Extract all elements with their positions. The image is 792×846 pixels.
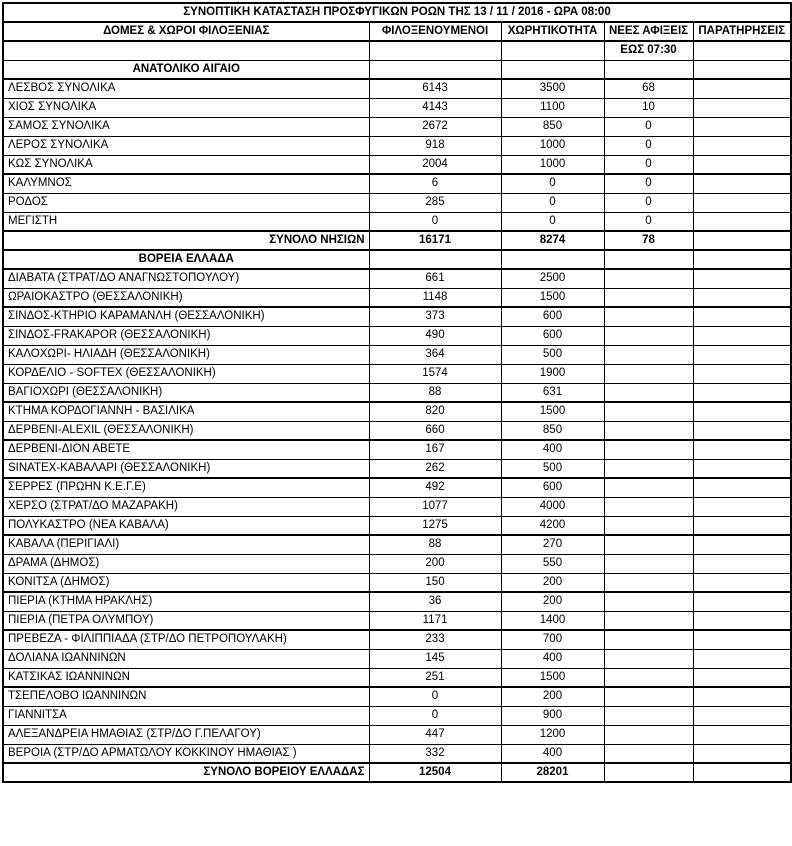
facility-hosted: 1077 — [369, 497, 501, 516]
table-row — [3, 668, 791, 687]
facility-capacity: 400 — [501, 649, 604, 668]
facility-name: ΔΙΑΒΑΤΑ (ΣΤΡΑΤ/ΔΟ ΑΝΑΓΝΩΣΤΟΠΟΥΛΟΥ) — [3, 269, 369, 288]
facility-new-arrivals — [604, 611, 693, 630]
table-row — [3, 345, 791, 364]
facility-capacity: 900 — [501, 706, 604, 725]
region-capacity — [501, 250, 604, 269]
section-total-hosted: 12504 — [369, 763, 501, 782]
facility-name: ΔΡΑΜΑ (ΔΗΜΟΣ) — [3, 554, 369, 573]
facility-hosted: 262 — [369, 459, 501, 478]
facility-new-arrivals — [604, 592, 693, 611]
facility-notes — [693, 535, 791, 554]
facility-notes — [693, 706, 791, 725]
column-header-notes: ΠΑΡΑΤΗΡΗΣΕΙΣ — [693, 22, 791, 41]
facility-capacity: 600 — [501, 326, 604, 345]
table-row — [3, 402, 791, 421]
total-row — [3, 231, 791, 250]
facility-hosted: 2004 — [369, 155, 501, 174]
facility-hosted: 364 — [369, 345, 501, 364]
table-row — [3, 516, 791, 535]
facility-name: ΠΙΕΡΙΑ (ΠΕΤΡΑ ΟΛΥΜΠΟΥ) — [3, 611, 369, 630]
facility-notes — [693, 573, 791, 592]
facility-new-arrivals: 10 — [604, 98, 693, 117]
facility-notes — [693, 725, 791, 744]
facility-new-arrivals: 0 — [604, 117, 693, 136]
facility-capacity: 4200 — [501, 516, 604, 535]
facility-name: ΡΟΔΟΣ — [3, 193, 369, 212]
subheader-capacity — [501, 41, 604, 60]
table-row — [3, 117, 791, 136]
table-row — [3, 554, 791, 573]
facility-capacity: 600 — [501, 478, 604, 497]
facility-name: ΠΡΕΒΕΖΑ - ΦΙΛΙΠΠΙΑΔΑ (ΣΤΡ/ΔΟ ΠΕΤΡΟΠΟΥΛΑΚΗ) — [3, 630, 369, 649]
facility-notes — [693, 136, 791, 155]
table-row — [3, 630, 791, 649]
column-header-name: ΔΟΜΕΣ & ΧΩΡΟΙ ΦΙΛΟΞΕΝΙΑΣ — [3, 22, 369, 41]
facility-name: ΒΑΓΙΟΧΩΡΙ (ΘΕΣΣΑΛΟΝΙΚΗ) — [3, 383, 369, 402]
facility-name: ΚΩΣ ΣΥΝΟΛΙΚΑ — [3, 155, 369, 174]
facility-hosted: 1275 — [369, 516, 501, 535]
facility-new-arrivals — [604, 535, 693, 554]
facility-name: ΣΙΝΔΟΣ-FRAKAPOR (ΘΕΣΣΑΛΟΝΙΚΗ) — [3, 326, 369, 345]
facility-capacity: 270 — [501, 535, 604, 554]
title-row — [3, 3, 791, 22]
facility-new-arrivals: 0 — [604, 136, 693, 155]
facility-name: ΚΟΡΔΕΛΙΟ - SOFTEX (ΘΕΣΣΑΛΟΝΙΚΗ) — [3, 364, 369, 383]
region-new-arrivals — [604, 60, 693, 79]
section-total-notes — [693, 763, 791, 782]
region-row — [3, 250, 791, 269]
facility-notes — [693, 687, 791, 706]
region-capacity — [501, 60, 604, 79]
table-row — [3, 193, 791, 212]
facility-hosted: 490 — [369, 326, 501, 345]
facility-capacity: 700 — [501, 630, 604, 649]
facility-new-arrivals — [604, 364, 693, 383]
section-total-capacity: 8274 — [501, 231, 604, 250]
facility-name: ΚΑΤΣΙΚΑΣ ΙΩΑΝΝΙΝΩΝ — [3, 668, 369, 687]
table-row — [3, 174, 791, 193]
table-row — [3, 440, 791, 459]
facility-notes — [693, 440, 791, 459]
facility-capacity: 550 — [501, 554, 604, 573]
facility-name: ΤΣΕΠΕΛΟΒΟ ΙΩΑΝΝΙΝΩΝ — [3, 687, 369, 706]
table-row — [3, 573, 791, 592]
facility-capacity: 500 — [501, 345, 604, 364]
facility-new-arrivals: 0 — [604, 212, 693, 231]
facility-name: ΚΑΒΑΛΑ (ΠΕΡΙΓΙΑΛΙ) — [3, 535, 369, 554]
facility-notes — [693, 269, 791, 288]
facility-capacity: 1100 — [501, 98, 604, 117]
facility-capacity: 1400 — [501, 611, 604, 630]
facility-hosted: 492 — [369, 478, 501, 497]
facility-new-arrivals — [604, 440, 693, 459]
subheader-new-arrivals-time: ΕΩΣ 07:30 — [604, 41, 693, 60]
section-total-new-arrivals: 78 — [604, 231, 693, 250]
facility-capacity: 400 — [501, 744, 604, 763]
facility-new-arrivals — [604, 478, 693, 497]
table-row — [3, 744, 791, 763]
facility-capacity: 1200 — [501, 725, 604, 744]
facility-name: ΚΑΛΟΧΩΡΙ- ΗΛΙΑΔΗ (ΘΕΣΣΑΛΟΝΙΚΗ) — [3, 345, 369, 364]
facility-hosted: 1574 — [369, 364, 501, 383]
table-row — [3, 383, 791, 402]
subheader-notes — [693, 41, 791, 60]
facility-notes — [693, 307, 791, 326]
facility-notes — [693, 98, 791, 117]
facility-hosted: 1148 — [369, 288, 501, 307]
subheader-hosted — [369, 41, 501, 60]
section-total-capacity: 28201 — [501, 763, 604, 782]
facility-capacity: 0 — [501, 193, 604, 212]
facility-new-arrivals — [604, 706, 693, 725]
facility-hosted: 285 — [369, 193, 501, 212]
facility-capacity: 1000 — [501, 136, 604, 155]
facility-notes — [693, 193, 791, 212]
table-body — [3, 3, 791, 782]
facility-hosted: 1171 — [369, 611, 501, 630]
region-notes — [693, 60, 791, 79]
facility-name: ΣΕΡΡΕΣ (ΠΡΩΗΝ Κ.Ε.Γ.Ε) — [3, 478, 369, 497]
facility-capacity: 1500 — [501, 668, 604, 687]
facility-capacity: 3500 — [501, 79, 604, 98]
facility-name: ΚΟΝΙΤΣΑ (ΔΗΜΟΣ) — [3, 573, 369, 592]
facility-new-arrivals: 0 — [604, 155, 693, 174]
table-row — [3, 535, 791, 554]
facility-notes — [693, 174, 791, 193]
region-label: ΒΟΡΕΙΑ ΕΛΛΑΔΑ — [3, 250, 369, 269]
facility-new-arrivals — [604, 554, 693, 573]
facility-hosted: 373 — [369, 307, 501, 326]
facility-hosted: 447 — [369, 725, 501, 744]
facility-notes — [693, 326, 791, 345]
facility-notes — [693, 592, 791, 611]
subheader-row — [3, 41, 791, 60]
facility-capacity: 631 — [501, 383, 604, 402]
facility-hosted: 0 — [369, 687, 501, 706]
facility-new-arrivals — [604, 497, 693, 516]
facility-name: ΣΙΝΔΟΣ-ΚΤΗΡΙΟ ΚΑΡΑΜΑΝΛΗ (ΘΕΣΣΑΛΟΝΙΚΗ) — [3, 307, 369, 326]
facility-new-arrivals — [604, 744, 693, 763]
table-row — [3, 687, 791, 706]
section-total-notes — [693, 231, 791, 250]
facility-new-arrivals — [604, 516, 693, 535]
facility-hosted: 918 — [369, 136, 501, 155]
total-row — [3, 763, 791, 782]
facility-notes — [693, 345, 791, 364]
facility-notes — [693, 497, 791, 516]
column-header-new-arrivals: ΝΕΕΣ ΑΦΙΞΕΙΣ — [604, 22, 693, 41]
facility-name: ΛΕΣΒΟΣ ΣΥΝΟΛΙΚΑ — [3, 79, 369, 98]
table-row — [3, 307, 791, 326]
facility-hosted: 251 — [369, 668, 501, 687]
header-row — [3, 22, 791, 41]
facility-new-arrivals — [604, 269, 693, 288]
facility-capacity: 1500 — [501, 288, 604, 307]
facility-name: ΒΕΡΟΙΑ (ΣΤΡ/ΔΟ ΑΡΜΑΤΩΛΟΥ ΚΟΚΚΙΝΟΥ ΗΜΑΘΙΑΣ ) — [3, 744, 369, 763]
facility-hosted: 6 — [369, 174, 501, 193]
facility-capacity: 2500 — [501, 269, 604, 288]
facility-notes — [693, 383, 791, 402]
facility-name: ΚΑΛΥΜΝΟΣ — [3, 174, 369, 193]
facility-capacity: 1900 — [501, 364, 604, 383]
region-notes — [693, 250, 791, 269]
facility-new-arrivals — [604, 383, 693, 402]
facility-hosted: 145 — [369, 649, 501, 668]
facility-capacity: 1000 — [501, 155, 604, 174]
facility-name: ΣΑΜΟΣ ΣΥΝΟΛΙΚΑ — [3, 117, 369, 136]
section-total-label: ΣΥΝΟΛΟ ΝΗΣΙΩΝ — [3, 231, 369, 250]
facility-hosted: 0 — [369, 212, 501, 231]
facility-name: ΠΟΛΥΚΑΣΤΡΟ (ΝΕΑ ΚΑΒΑΛΑ) — [3, 516, 369, 535]
facility-hosted: 167 — [369, 440, 501, 459]
region-new-arrivals — [604, 250, 693, 269]
table-row — [3, 212, 791, 231]
section-total-label: ΣΥΝΟΛΟ ΒΟΡΕΙΟΥ ΕΛΛΑΔΑΣ — [3, 763, 369, 782]
table-row — [3, 288, 791, 307]
table-row — [3, 706, 791, 725]
subheader-name — [3, 41, 369, 60]
facility-notes — [693, 402, 791, 421]
facility-new-arrivals — [604, 668, 693, 687]
region-hosted — [369, 250, 501, 269]
facility-capacity: 850 — [501, 421, 604, 440]
facility-notes — [693, 516, 791, 535]
facility-notes — [693, 421, 791, 440]
facility-capacity: 500 — [501, 459, 604, 478]
facility-new-arrivals — [604, 421, 693, 440]
facility-notes — [693, 155, 791, 174]
facility-hosted: 661 — [369, 269, 501, 288]
facility-capacity: 200 — [501, 687, 604, 706]
table-row — [3, 326, 791, 345]
facility-new-arrivals: 68 — [604, 79, 693, 98]
table-row — [3, 136, 791, 155]
table-row — [3, 497, 791, 516]
facility-hosted: 820 — [369, 402, 501, 421]
facility-new-arrivals — [604, 326, 693, 345]
facility-capacity: 1500 — [501, 402, 604, 421]
facility-hosted: 88 — [369, 383, 501, 402]
facility-capacity: 200 — [501, 592, 604, 611]
facility-name: ΧΙΟΣ ΣΥΝΟΛΙΚΑ — [3, 98, 369, 117]
region-hosted — [369, 60, 501, 79]
facility-hosted: 0 — [369, 706, 501, 725]
section-total-hosted: 16171 — [369, 231, 501, 250]
table-row — [3, 79, 791, 98]
section-total-new-arrivals — [604, 763, 693, 782]
facility-capacity: 850 — [501, 117, 604, 136]
refugee-flows-table — [2, 2, 792, 783]
table-row — [3, 364, 791, 383]
facility-name: ΓΙΑΝΝΙΤΣΑ — [3, 706, 369, 725]
facility-notes — [693, 630, 791, 649]
facility-notes — [693, 478, 791, 497]
facility-new-arrivals — [604, 649, 693, 668]
facility-name: ΑΛΕΞΑΝΔΡΕΙΑ ΗΜΑΘΙΑΣ (ΣΤΡ/ΔΟ Γ.ΠΕΛΑΓΟΥ) — [3, 725, 369, 744]
facility-name: ΧΕΡΣΟ (ΣΤΡΑΤ/ΔΟ ΜΑΖΑΡΑΚΗ) — [3, 497, 369, 516]
table-row — [3, 649, 791, 668]
facility-capacity: 400 — [501, 440, 604, 459]
facility-new-arrivals — [604, 573, 693, 592]
facility-hosted: 36 — [369, 592, 501, 611]
facility-notes — [693, 212, 791, 231]
facility-new-arrivals — [604, 630, 693, 649]
facility-capacity: 600 — [501, 307, 604, 326]
facility-notes — [693, 79, 791, 98]
column-header-capacity: ΧΩΡΗΤΙΚΟΤΗΤΑ — [501, 22, 604, 41]
facility-new-arrivals — [604, 459, 693, 478]
facility-capacity: 0 — [501, 212, 604, 231]
facility-notes — [693, 668, 791, 687]
facility-hosted: 233 — [369, 630, 501, 649]
facility-name: ΩΡΑΙΟΚΑΣΤΡΟ (ΘΕΣΣΑΛΟΝΙΚΗ) — [3, 288, 369, 307]
facility-notes — [693, 364, 791, 383]
facility-new-arrivals — [604, 345, 693, 364]
facility-notes — [693, 288, 791, 307]
facility-new-arrivals: 0 — [604, 193, 693, 212]
facility-capacity: 4000 — [501, 497, 604, 516]
facility-notes — [693, 117, 791, 136]
facility-new-arrivals — [604, 402, 693, 421]
facility-name: ΔΕΡΒΕΝΙ-ΔΙΟΝ ΑΒΕΤΕ — [3, 440, 369, 459]
facility-hosted: 150 — [369, 573, 501, 592]
table-row — [3, 611, 791, 630]
facility-new-arrivals — [604, 725, 693, 744]
facility-capacity: 0 — [501, 174, 604, 193]
facility-capacity: 200 — [501, 573, 604, 592]
facility-name: ΚΤΗΜΑ ΚΟΡΔΟΓΙΑΝΝΗ - ΒΑΣΙΛΙΚΑ — [3, 402, 369, 421]
column-header-hosted: ΦΙΛΟΞΕΝΟΥΜΕΝΟΙ — [369, 22, 501, 41]
facility-name: ΜΕΓΙΣΤΗ — [3, 212, 369, 231]
document-title: ΣΥΝΟΠΤΙΚΗ ΚΑΤΑΣΤΑΣΗ ΠΡΟΣΦΥΓΙΚΩΝ ΡΟΩΝ ΤΗΣ 13 / 11 / 2016 - ΩΡΑ 08:00 — [3, 3, 791, 22]
facility-new-arrivals — [604, 307, 693, 326]
table-row — [3, 592, 791, 611]
facility-name: ΔΟΛΙΑΝΑ ΙΩΑΝΝΙΝΩΝ — [3, 649, 369, 668]
table-row — [3, 459, 791, 478]
facility-hosted: 6143 — [369, 79, 501, 98]
table-row — [3, 421, 791, 440]
facility-notes — [693, 554, 791, 573]
facility-notes — [693, 649, 791, 668]
facility-hosted: 88 — [369, 535, 501, 554]
facility-name: ΠΙΕΡΙΑ (ΚΤΗΜΑ ΗΡΑΚΛΗΣ) — [3, 592, 369, 611]
facility-new-arrivals — [604, 687, 693, 706]
table-row — [3, 98, 791, 117]
facility-notes — [693, 611, 791, 630]
facility-hosted: 4143 — [369, 98, 501, 117]
table-row — [3, 725, 791, 744]
facility-name: SINATEX-ΚΑΒΑΛΑΡΙ (ΘΕΣΣΑΛΟΝΙΚΗ) — [3, 459, 369, 478]
facility-notes — [693, 459, 791, 478]
table-row — [3, 478, 791, 497]
facility-new-arrivals — [604, 288, 693, 307]
facility-hosted: 2672 — [369, 117, 501, 136]
table-row — [3, 269, 791, 288]
region-row — [3, 60, 791, 79]
table-row — [3, 155, 791, 174]
facility-hosted: 332 — [369, 744, 501, 763]
facility-hosted: 200 — [369, 554, 501, 573]
facility-notes — [693, 744, 791, 763]
facility-name: ΛΕΡΟΣ ΣΥΝΟΛΙΚΑ — [3, 136, 369, 155]
region-label: ΑΝΑΤΟΛΙΚΟ ΑΙΓΑΙΟ — [3, 60, 369, 79]
facility-new-arrivals: 0 — [604, 174, 693, 193]
facility-hosted: 660 — [369, 421, 501, 440]
facility-name: ΔΕΡΒΕΝΙ-ALEXIL (ΘΕΣΣΑΛΟΝΙΚΗ) — [3, 421, 369, 440]
